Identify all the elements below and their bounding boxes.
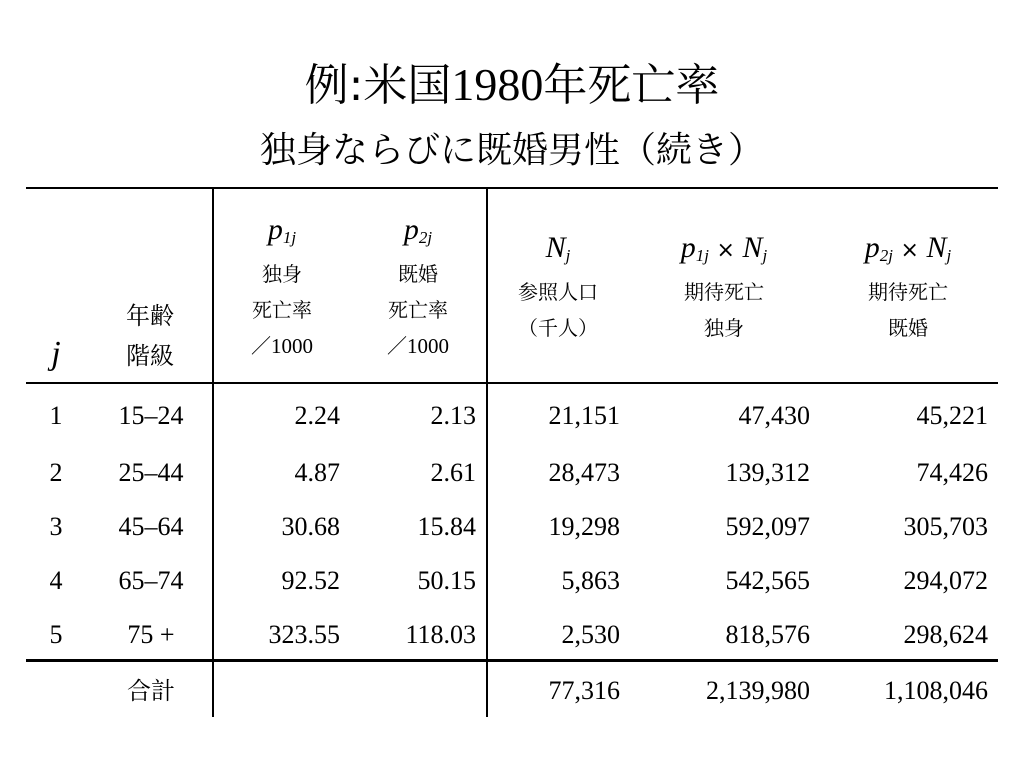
cell-p1j: 30.68 bbox=[281, 512, 340, 541]
slide-subtitle: 独身ならびに既婚男性（続き） bbox=[259, 130, 764, 171]
cell-j: 4 bbox=[49, 566, 63, 595]
header-p1j-times-nj: $p_{1j} \times N_j$ 期待死亡 独身 bbox=[680, 231, 768, 340]
total-p1j-nj: 2,139,980 bbox=[706, 676, 810, 705]
cell-nj: 2,530 bbox=[561, 620, 620, 649]
slide-title bbox=[0, 55, 1024, 116]
cell-j: 5 bbox=[49, 620, 63, 649]
title-country: 米国 bbox=[363, 60, 452, 111]
cell-p2j-nj: 298,624 bbox=[903, 620, 988, 649]
header-p2j-times-nj: $p_{2j} \times N_j$ 期待死亡 既婚 bbox=[864, 231, 952, 340]
cell-p1j-nj: 818,576 bbox=[725, 620, 810, 649]
cell-age: 25–44 bbox=[118, 458, 184, 487]
cell-nj: 28,473 bbox=[548, 458, 620, 487]
cell-p1j: 92.52 bbox=[281, 566, 340, 595]
cell-p2j-nj: 45,221 bbox=[916, 401, 988, 430]
cell-p2j: 2.61 bbox=[430, 458, 476, 487]
cell-p1j: 2.24 bbox=[294, 401, 340, 430]
cell-p1j-nj: 47,430 bbox=[738, 401, 810, 430]
header-p1j: $p_{1j}$ 独身 死亡率 ／1000 bbox=[251, 213, 313, 358]
cell-age: 45–64 bbox=[118, 512, 184, 541]
cell-p2j-nj: 74,426 bbox=[916, 458, 988, 487]
header-p2j: $p_{2j}$ 既婚 死亡率 ／1000 bbox=[387, 213, 449, 358]
title-colon: : bbox=[348, 60, 364, 111]
title-suffix: 年死亡率 bbox=[543, 60, 720, 111]
cell-p1j-nj: 592,097 bbox=[725, 512, 810, 541]
cell-p1j: 4.87 bbox=[294, 458, 340, 487]
total-separator-rule bbox=[26, 659, 998, 662]
cell-j: 1 bbox=[49, 401, 63, 430]
cell-j: 2 bbox=[49, 458, 63, 487]
cell-p2j: 50.15 bbox=[417, 566, 476, 595]
cell-p2j-nj: 305,703 bbox=[903, 512, 988, 541]
cell-j: 3 bbox=[49, 512, 63, 541]
cell-p2j-nj: 294,072 bbox=[903, 566, 988, 595]
header-bottom-rule bbox=[26, 382, 998, 384]
title-year: 1980 bbox=[451, 59, 544, 110]
total-p2j-nj: 1,108,046 bbox=[884, 676, 988, 705]
table-top-rule bbox=[26, 187, 998, 189]
header-j: j bbox=[51, 335, 61, 372]
cell-p1j-nj: 542,565 bbox=[725, 566, 810, 595]
cell-p2j: 2.13 bbox=[430, 401, 476, 430]
total-label: 合計 bbox=[127, 677, 175, 705]
column-divider-1 bbox=[212, 187, 214, 717]
cell-p1j-nj: 139,312 bbox=[725, 458, 810, 487]
cell-p1j: 323.55 bbox=[268, 620, 340, 649]
cell-nj: 19,298 bbox=[548, 512, 620, 541]
cell-p2j: 118.03 bbox=[405, 620, 476, 649]
column-divider-2 bbox=[486, 187, 488, 717]
cell-age: 75 + bbox=[127, 620, 175, 649]
cell-age: 15–24 bbox=[118, 401, 184, 430]
cell-age: 65–74 bbox=[118, 566, 184, 595]
header-nj: $N_j$ 参照人口 （千人） bbox=[518, 231, 598, 340]
total-nj: 77,316 bbox=[548, 676, 620, 705]
cell-p2j: 15.84 bbox=[417, 512, 476, 541]
cell-nj: 5,863 bbox=[561, 566, 620, 595]
header-age-class: 年齢 階級 bbox=[126, 302, 174, 370]
cell-nj: 21,151 bbox=[548, 401, 620, 430]
title-prefix: 例 bbox=[304, 60, 349, 111]
